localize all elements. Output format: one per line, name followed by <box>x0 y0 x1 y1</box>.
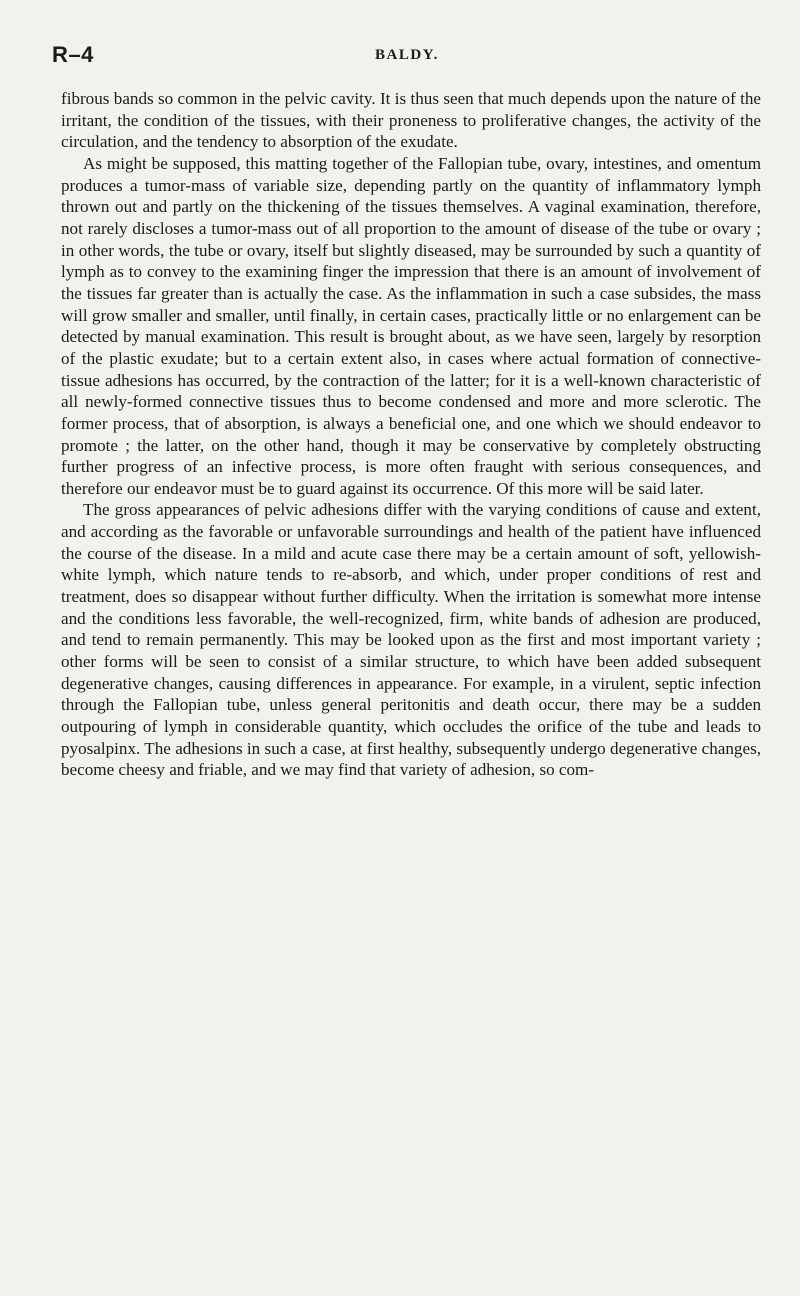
paragraph-gross-appearances: The gross appearances of pelvic adhesions differ with the varying conditions of cause and extent, and according as the favorable or unfavorable surroundings and health of the patient have influenced the course of the disease. In a mild and acute case there may be a certain amount of soft, yellowish-white lymph, which nature tends to re-absorb, and which, under proper conditions of rest and treatment, does so disappear without further difficulty. When the irritation is somewhat more intense and the conditions less favorable, the well-recognized, firm, white bands of adhesion are produced, and tend to remain permanently. This may be looked upon as the first and most important variety ; other forms will be seen to consist of a similar structure, to which have been added subsequent degenerative changes, causing differences in appearance. For example, in a virulent, septic infection through the Fallopian tube, unless general peritonitis and death occur, there may be a sudden outpouring of lymph in considerable quantity, which occludes the orifice of the tube and leads to pyosalpinx. The adhesions in such a case, at first healthy, subsequently undergo degenerative changes, become cheesy and friable, and we may find that variety of adhesion, so com- <box>61 500 761 780</box>
body-text <box>61 88 761 781</box>
page-number: R–4 <box>52 42 94 67</box>
running-head <box>52 42 762 72</box>
paragraph-continued: fibrous bands so common in the pelvic cavity. It is thus seen that much depends upon the nature of the irritant, the condition of the tissues, with their proneness to proliferative changes, the activity of the circulation, and the tendency to absorption of the exudate. <box>61 89 761 152</box>
running-title: BALDY. <box>375 47 439 63</box>
paragraph-tumor-mass: As might be supposed, this matting together of the Fallopian tube, ovary, intestines, and omentum produces a tumor-mass of variable size, depending partly on the quantity of inflammatory lymph thrown out and partly on the thickening of the tissues themselves. A vaginal examination, therefore, not rarely discloses a tumor-mass out of all proportion to the amount of disease of the tube or ovary ; in other words, the tube or ovary, itself but slightly diseased, may be surrounded by such a quantity of lymph as to convey to the examining finger the impression that there is an amount of involvement of the tissues far greater than is actually the case. As the inflammation in such a case subsides, the mass will grow smaller and smaller, until finally, in certain cases, practically little or no enlargement can be detected by manual examination. This result is brought about, as we have seen, largely by resorption of the plastic exudate; but to a certain extent also, in cases where actual formation of connective-tissue adhesions has occurred, by the contraction of the latter; for it is a well-known characteristic of all newly-formed connective tissues thus to become condensed and more and more sclerotic. The former process, that of absorption, is always a beneficial one, and one which we should endeavor to promote ; the latter, on the other hand, though it may be conservative by completely obstructing further progress of an infective process, is more often fraught with serious consequences, and therefore our endeavor must be to guard against its occurrence. Of this more will be said later. <box>61 153 761 498</box>
